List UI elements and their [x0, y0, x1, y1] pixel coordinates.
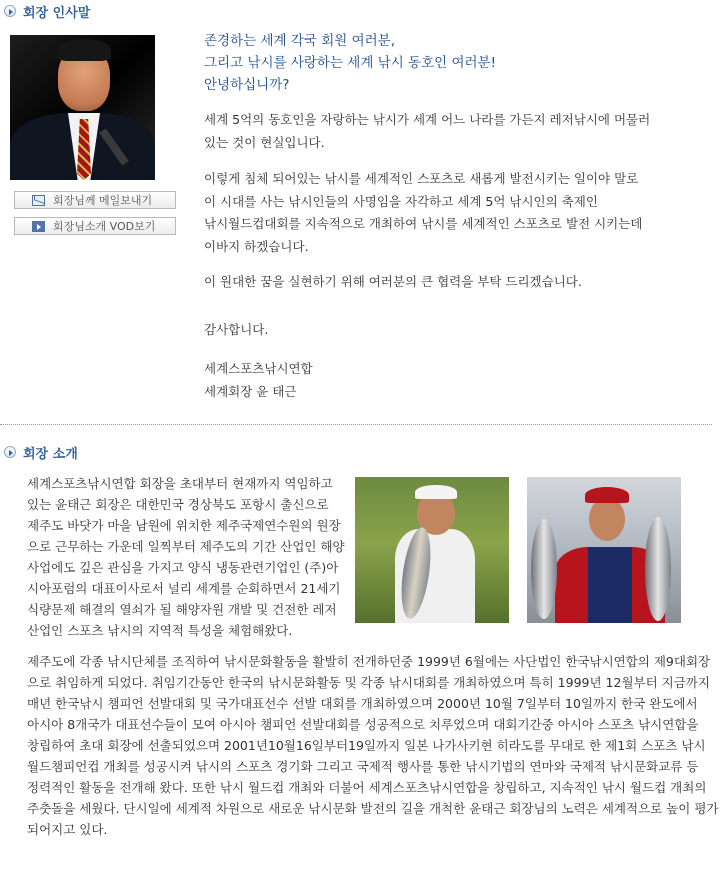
signature: [204, 358, 313, 403]
fishing-photo-1: [355, 477, 509, 623]
text-line: 시아포럼의 대표이사로서 널리 세계를 순회하면서 21세기: [27, 581, 341, 596]
text-line: 매년 한국낚시 챔피언 선발대회 및 국가대표선수 선발 대회를 개최하였으며 2000년 10월 7일부터 10일까지 한국 완도에서: [27, 696, 698, 711]
paragraph-3: [204, 271, 582, 294]
greeting-line: 그리고 낚시를 사랑하는 세계 낚시 동호인 여러분!: [204, 55, 496, 71]
section-bullet-icon: [4, 446, 16, 458]
text-line: 으로 근무하는 가운데 일찍부터 제주도의 기간 산업인 해양: [27, 539, 345, 554]
vod-button[interactable]: [14, 217, 176, 235]
text-line: 되어지고 있다.: [27, 822, 108, 837]
section-bullet-icon: [4, 5, 16, 17]
signature-org: 세계스포츠낚시연합: [204, 361, 313, 376]
text-line: 제주도 바닷가 마을 남원에 위치한 제주국제연수원의 원장: [27, 518, 341, 533]
text-line: 이바지 하겠습니다.: [204, 238, 309, 254]
text-line: 제주도에 각종 낚시단체를 조직하여 낚시문화활동을 활발히 전개하던중 1999년 6월에는 사단법인 한국낚시연합의 제9대회장: [27, 654, 711, 669]
text-line: 낚시월드컵대회를 지속적으로 개최하여 낚시를 세계적인 스포츠로 발전 시키는데: [204, 216, 643, 231]
mail-icon: [32, 195, 45, 206]
text-line: 으로 취임하게 되었다. 취임기간동안 한국의 낚시문화활동 및 각종 낚시대회를 개최하였으며 특히 1999년 12월부터 지금까지: [27, 675, 710, 690]
text-line: 주춧돌을 세웠다. 단시일에 세계적 차원으로 새로운 낚시문화 발전의 길을 개척한 윤태근 회장님의 노력은 세계적으로 높이 평가: [27, 801, 719, 816]
text-line: 정력적인 활동을 전개해 왔다. 또한 낚시 월드컵 개최와 더불어 세계스포츠낚시연합을 창립하고, 지속적인 낚시 월드컵 개최의: [27, 780, 707, 795]
intro-section-title: 회장 소개: [23, 446, 78, 462]
text-line: 사업에도 깊은 관심을 가지고 양식 냉동관련기업인 (주)아: [27, 560, 339, 575]
signature-name: 세계회장 윤 태근: [204, 383, 297, 399]
text-line: 감사합니다.: [204, 322, 269, 337]
career-paragraph: [27, 651, 717, 840]
greeting-line: 존경하는 세계 각국 회원 여러분,: [204, 33, 395, 49]
greeting-section-header: [4, 2, 90, 20]
text-line: 있는 윤태근 회장은 대한민국 경상북도 포항시 출신으로: [27, 497, 329, 512]
intro-paragraph: [27, 473, 352, 641]
section-divider: [0, 424, 712, 425]
text-line: 세계스포츠낚시연합 회장을 초대부터 현재까지 역임하고: [27, 476, 333, 491]
greeting-text: [204, 30, 496, 96]
text-line: 식량문제 해결의 열쇠가 될 해양자원 개발 및 건전한 레저: [27, 602, 337, 617]
vod-label: 회장님소개 VOD보기: [53, 220, 156, 233]
text-line: 산업인 스포츠 낚시의 지역적 특성을 체험해왔다.: [27, 623, 293, 638]
intro-section-header: [4, 443, 78, 461]
greeting-line: 안녕하십니까?: [204, 77, 290, 93]
text-line: 세계 5억의 동호인을 자랑하는 낚시가 세계 어느 나라를 가든지 레저낚시에 머물러: [204, 112, 651, 127]
text-line: 이 시대를 사는 낚시인들의 사명임을 자각하고 세계 5억 낚시인의 축제인: [204, 193, 598, 209]
text-line: 아시아 8개국가 대표선수들이 모여 아시아 챔피언 선발대회를 성공적으로 치루었으며 대회기간중 아시아 스포츠 낚시연합을: [27, 717, 699, 732]
greeting-section-title: 회장 인사말: [23, 5, 91, 21]
text-line: 월드챔피언컵 개최를 성공시켜 낚시의 스포츠 경기화 그리고 국제적 행사를 통한 낚시기법의 연마와 국제적 낚시문화교류 등: [27, 759, 699, 774]
paragraph-thanks: [204, 319, 268, 342]
text-line: 있는 것이 현실입니다.: [204, 134, 325, 150]
text-line: 이 원대한 꿈을 실현하기 위해 여러분의 큰 협력을 부탁 드리겠습니다.: [204, 274, 582, 289]
send-mail-label: 회장님께 메일보내기: [53, 194, 153, 207]
video-icon: [32, 221, 45, 232]
text-line: 창립하여 초대 회장에 선출되었으며 2001년10월16일부터19일까지 일본 나가사키현 히라도를 무대로 한 제1회 스포츠 낚시: [27, 738, 706, 753]
paragraph-2: [204, 168, 642, 258]
chairman-photo: [10, 35, 155, 180]
paragraph-1: [204, 109, 650, 154]
text-line: 이렇게 침체 되어있는 낚시를 세계적인 스포츠로 새롭게 발전시키는 일이야 말로: [204, 171, 639, 186]
fishing-photo-2: [527, 477, 681, 623]
send-mail-button[interactable]: [14, 191, 176, 209]
